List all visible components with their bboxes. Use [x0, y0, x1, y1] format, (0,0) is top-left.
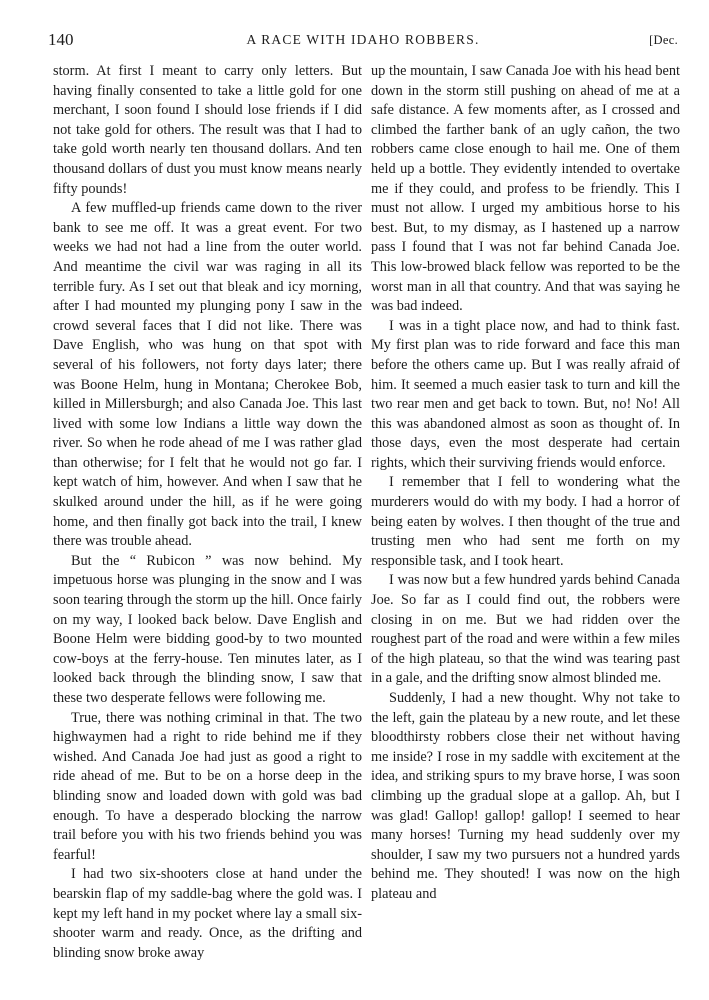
paragraph: I was now but a few hundred yards behind Canada Joe. So far as I could find out, the robbers were closing in on me. But we had ridden over the roughest part of the road and were within a few miles of the high plateau, so that the wind was tearing past in a gale, and the drifting snow almost blinded me. — [371, 572, 680, 687]
paragraph: I remember that I fell to wondering what the murderers would do with my body. I had a horror of being eaten by wolves. I then thought of the true and trusting men who had sent me forth on my responsible task, and I took heart. — [371, 474, 680, 569]
paragraph: I was in a tight place now, and had to think fast. My first plan was to ride forward and face this man before the others came up. But I was really afraid of him. It seemed a much easier task to turn and kill the two rear men and get back to town. But, no! No! All this was abandoned almost as soon as thought of. In those days, even the most desperate had certain rights, which their surviving friends would enforce. — [371, 317, 680, 471]
paragraph: A few muffled-up friends came down to the river bank to see me off. It was a great event. For two weeks we had not had a line from the outer world. And meantime the civil war was raging in all its terrible fury. As I set out that bleak and icy morning, after I had mounted my plunging pony I saw in the crowd several faces that I did not like. There was Dave English, who was hung on that spot with several of his followers, not forty days later; there was Boone Helm, hung in Montana; Cherokee Bob, killed in Millersburgh; and also Canada Joe. This last lived with some low Indians a little way down the river. So when he rode ahead of me I was rather glad than otherwise; for I felt that he would not go far. I kept watch of him, however. And when I saw that he skulked around under the hill, as if he were going home, and then finally got back into the trail, I knew there was trouble ahead. — [53, 200, 362, 550]
issue-month: [Dec. — [649, 33, 678, 47]
paragraph: storm. At first I meant to carry only letters. But having finally consented to take a little gold for one merchant, I soon found I should lose friends if I did not take gold for others. The result was that I had to take gold worth nearly ten thousand dollars. And ten thousand dollars of dust you must know means nearly fifty pounds! — [53, 63, 362, 197]
paragraph: up the mountain, I saw Canada Joe with his head bent down in the storm still pushing on ahead of me at a safe distance. A few moments after, as I crossed and climbed the farther bank of an ugly cañon, the two robbers came close enough to hail me. One of them held up a bottle. They evidently intended to overtake me if they could, and profess to be friendly. This I must not allow. I urged my ambitious horse to his best. But, to my dismay, as I hastened up a narrow pass I found that I was not far behind Canada Joe. This low-browed black fellow was reported to be the worst man in all that country. And that was saying he was bad indeed. — [371, 63, 680, 315]
paragraph: Suddenly, I had a new thought. Why not take to the left, gain the plateau by a new route, and let these bloodthirsty robbers close their net without having me inside? I rose in my saddle with excitement at the idea, and striking spurs to my brave horse, I was soon climbing up the gradual slope at a gallop. Ah, but I was glad! Gallop! gallop! gallop! I seemed to hear many horses! Turning my head suddenly over my shoulder, I saw my two pursuers not a hundred yards behind me. They shouted! I was now on the high plateau and — [371, 690, 680, 902]
paragraph: I had two six-shooters close at hand under the bearskin flap of my saddle-bag where the gold was. I kept my left hand in my pocket where lay a small six-shooter warm and ready. Once, as the drifting and blinding snow broke away — [53, 866, 362, 961]
page-header — [48, 30, 678, 54]
right-column — [371, 62, 680, 905]
paragraph: But the “ Rubicon ” was now behind. My impetuous horse was plunging in the snow and I was soon tearing through the storm up the hill. Once fairly on my way, I looked back below. Dave English and Boone Helm were bidding good-by to two mounted cow-boys at the ferry-house. Ten minutes later, as I looked back through the blinding snow, I saw that these two desperate fellows were following me. — [53, 552, 362, 706]
paragraph: True, there was nothing criminal in that. The two highwaymen had a right to ride behind me if they wished. And Canada Joe had just as good a right to ride ahead of me. But to be on a horse deep in the blinding snow and loaded down with gold was bad enough. To have a desperado blocking the narrow trail before you with his two friends behind you was fearful! — [53, 709, 362, 863]
page-number: 140 — [48, 30, 74, 49]
running-title: A RACE WITH IDAHO ROBBERS. — [246, 32, 480, 47]
left-column — [53, 62, 362, 963]
